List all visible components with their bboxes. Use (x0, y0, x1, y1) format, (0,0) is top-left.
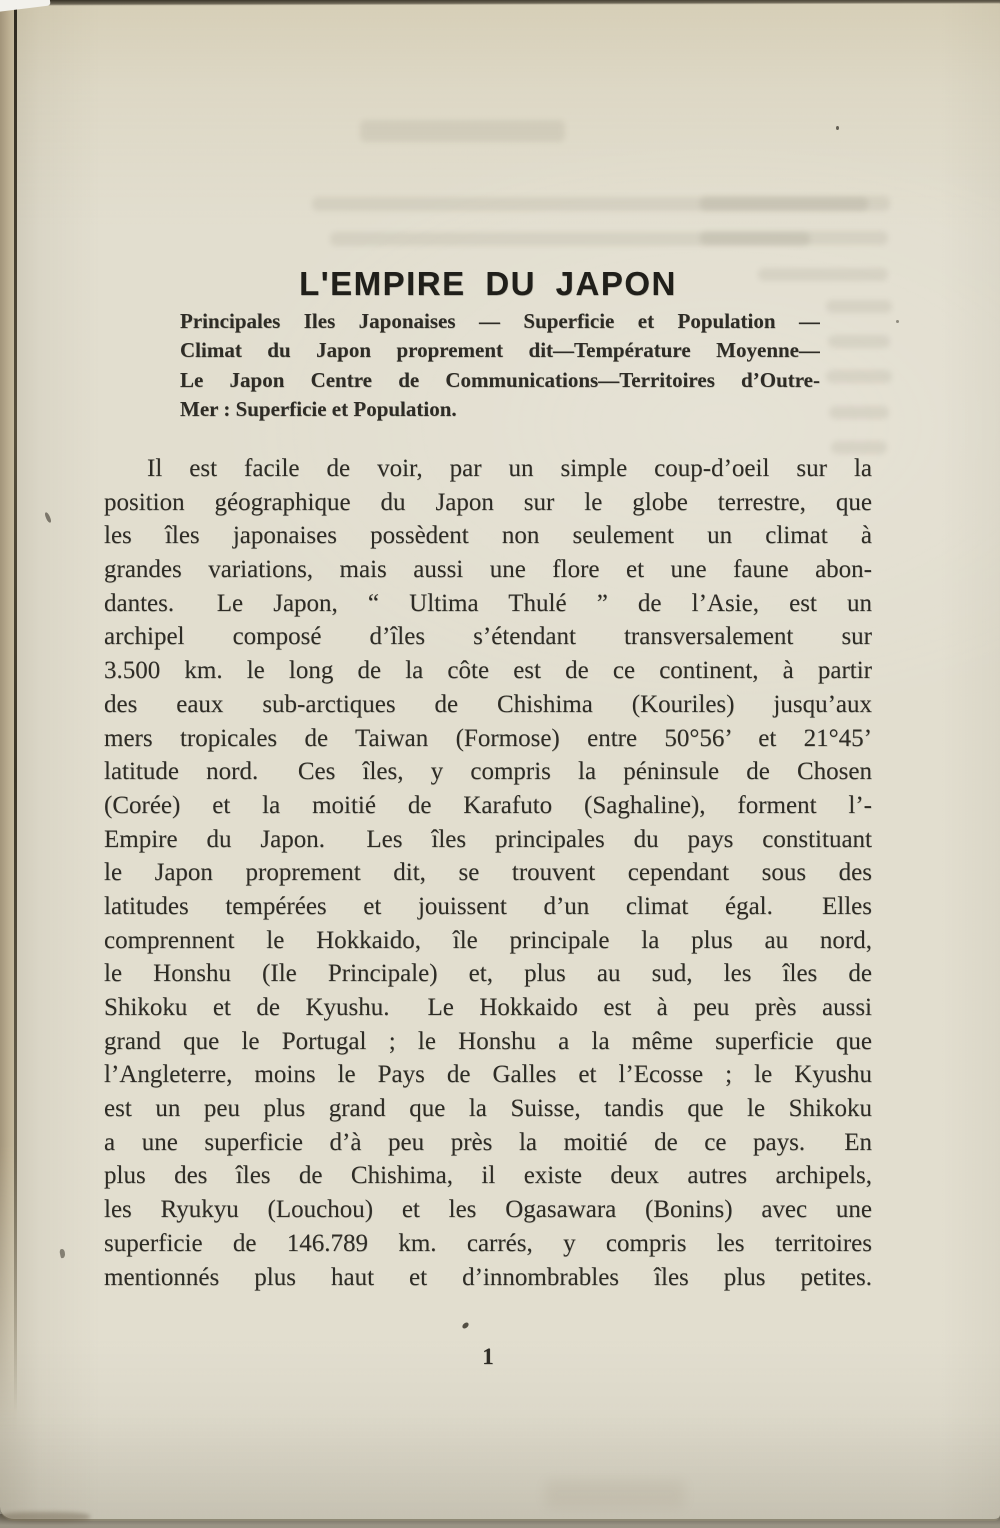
text-line: le Honshu (Ile Principale) et, plus au sud, les îles de (104, 960, 872, 988)
page-number: 1 (482, 1344, 494, 1369)
text-line: mers tropicales de Taiwan (Formose) entre 50°56’ et 21°45’ (104, 724, 872, 752)
text-line: latitude nord. Ces îles, y compris la péninsule de Chosen (104, 758, 872, 786)
text-line: grand que le Portugal ; le Honshu a la même superficie que (104, 1027, 872, 1055)
text-line: Principales Iles Japonaises — Superficie et Population — (180, 309, 820, 333)
text-line: latitudes tempérées et jouissent d’un climat égal. Elles (104, 892, 872, 920)
chapter-title: L'EMPIRE DU JAPON (299, 265, 677, 303)
text-line: 3.500 km. le long de la côte est de ce continent, à partir (104, 657, 872, 685)
text-line: l’Angleterre, moins le Pays de Galles et l’Ecosse ; le Kyushu (104, 1061, 872, 1089)
text-line: les Ryukyu (Louchou) et les Ogasawara (Bonins) avec une (104, 1196, 872, 1224)
text-line: le Japon proprement dit, se trouvent cependant sous des (104, 859, 872, 887)
body-text (104, 452, 872, 1294)
ink-speck (896, 320, 899, 323)
book-gutter-crack (14, 2, 17, 1412)
text-line: grandes variations, mais aussi une flore et une faune abon- (104, 556, 872, 584)
text-line: plus des îles de Chishima, il existe deux autres archipels, (104, 1162, 872, 1190)
text-line: a une superficie d’à peu près la moitié de ce pays. En (104, 1128, 872, 1156)
text-line: comprennent le Hokkaido, île principale la plus au nord, (104, 926, 872, 954)
text-line: Empire du Japon. Les îles principales du pays constituant (104, 825, 872, 853)
text-line: archipel composé d’îles s’étendant transversalement sur (104, 623, 872, 651)
text-line: dantes. Le Japon, “ Ultima Thulé ” de l’Asie, est un (104, 589, 872, 617)
text-line: est un peu plus grand que la Suisse, tandis que le Shikoku (104, 1095, 872, 1123)
text-line: Mer : Superficie et Population. (180, 397, 457, 422)
text-line: Climat du Japon proprement dit—Température Moyenne— (180, 338, 820, 363)
text-line: (Corée) et la moitié de Karafuto (Saghaline), forment l’- (104, 791, 872, 819)
text-line: mentionnés plus haut et d’innombrables îles plus petites. (104, 1263, 872, 1291)
text-line: position géographique du Japon sur le globe terrestre, que (104, 488, 872, 516)
text-line: Shikoku et de Kyushu. Le Hokkaido est à peu près aussi (104, 994, 872, 1021)
ink-speck (836, 126, 839, 130)
text-line: les îles japonaises possèdent non seulement un climat à (104, 522, 872, 550)
text-line: Le Japon Centre de Communications—Territoires d’Outre- (180, 367, 820, 392)
text-line: superficie de 146.789 km. carrés, y compris les territoires (104, 1229, 872, 1257)
text-line: des eaux sub-arctiques de Chishima (Kouriles) jusqu’aux (104, 690, 872, 718)
chapter-summary (180, 307, 820, 425)
text-line: Il est facile de voir, par un simple coup-d’oeil sur la (147, 455, 872, 482)
